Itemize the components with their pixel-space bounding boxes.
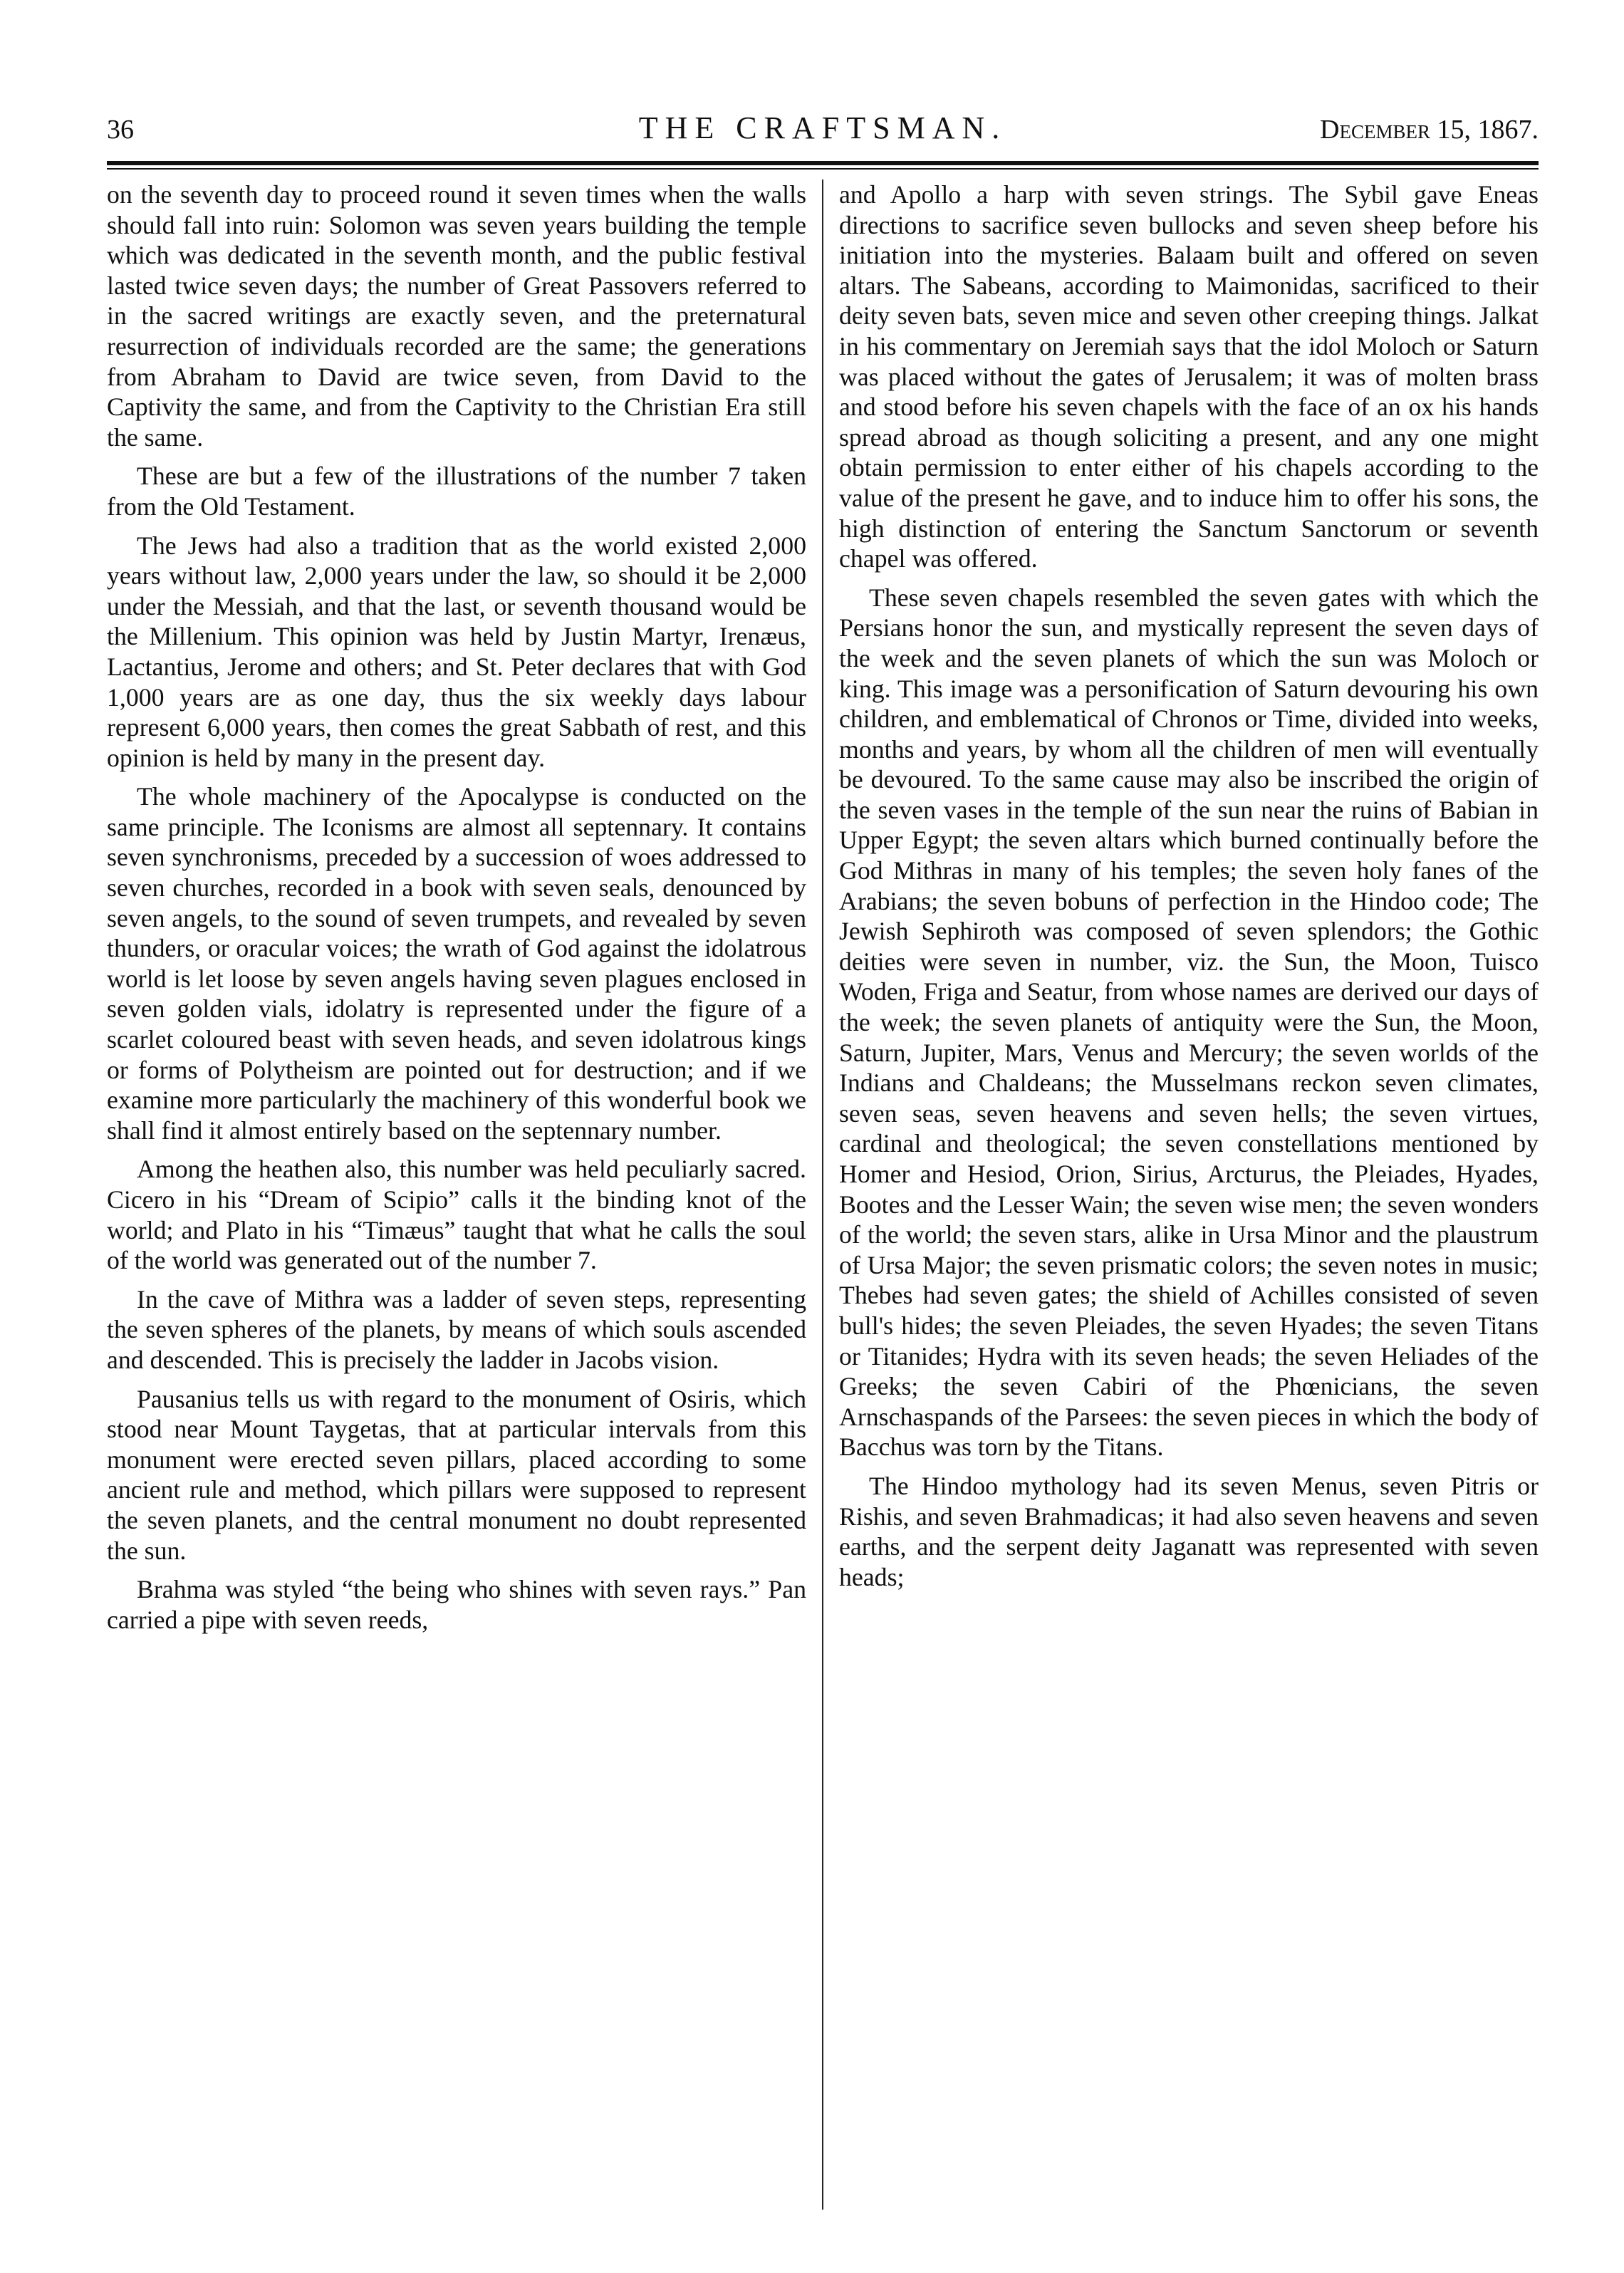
issue-date: December 15, 1867. [1320, 115, 1539, 145]
right-column [839, 180, 1539, 2210]
paragraph: The whole machinery of the Apocalypse is conducted on the same principle. The Iconisms are almost all septennary. It contains seven synchronisms, preceded by a succession of woes addressed to seven churches, recorded in a book with seven seals, denounced by seven angels, to the sound of seven trumpets, and revealed by seven thunders, or oracular voices; the wrath of God against the idolatrous world is let loose by seven angels having seven plagues enclosed in seven golden vials, idolatry is represented under the figure of a scarlet coloured beast with seven heads, and seven idolatrous kings or forms of Polytheism are pointed out for destruction; and if we examine more particularly the machinery of this wonderful book we shall find it almost entirely based on the septennary number. [107, 782, 806, 1145]
paragraph: These seven chapels resembled the seven gates with which the Persians honor the sun, and mystically represent the seven days of the week and the seven planets of which the sun was Moloch or king. This image was a personification of Saturn devouring his own children, and emblematical of Chronos or Time, divided into weeks, months and years, by whom all the children of men will eventually be devoured. To the same cause may also be inscribed the origin of the seven vases in the temple of the sun near the ruins of Babian in Upper Egypt; the seven altars which burned continually before the God Mithras in many of his temples; the seven holy fanes of the Arabians; the seven bobuns of perfection in the Hindoo code; The Jewish Sephiroth was composed of seven splendors; the Gothic deities were seven in number, viz. the Sun, the Moon, Tuisco Woden, Friga and Seatur, from whose names are derived our days of the week; the seven planets of antiquity were the Sun, the Moon, Saturn, Jupiter, Mars, Venus and Mercury; the seven worlds of the Indians and Chaldeans; the Musselmans reckon seven climates, seven seas, seven heavens and seven hells; the seven virtues, cardinal and theological; the seven constellations mentioned by Homer and Hesiod, Orion, Sirius, Arcturus, the Pleiades, Hyades, Bootes and the Lesser Wain; the seven wise men; the seven wonders of the world; the seven stars, alike in Ursa Minor and the plaustrum of Ursa Major; the seven prismatic colors; the seven notes in music; Thebes had seven gates; the shield of Achilles consisted of seven bull's hides; the seven Pleiades, the seven Hyades; the seven Titans or Titanides; Hydra with its seven heads; the seven Heliades of the Greeks; the seven Cabiri of the Phœnicians, the seven Arnschaspands of the Parsees: the seven pieces in which the body of Bacchus was torn by the Titans. [839, 583, 1539, 1462]
paragraph: These are but a few of the illustrations of the number 7 taken from the Old Testament. [107, 462, 806, 521]
paragraph: Pausanius tells us with regard to the monument of Osiris, which stood near Mount Taygetas, that at particular intervals from this monument were erected seven pillars, placed according to some ancient rule and method, which pillars were supposed to represent the seven planets, and the central monument no doubt represented the sun. [107, 1384, 806, 1565]
newspaper-page [107, 107, 1539, 2215]
column-divider [822, 180, 823, 2210]
left-column [107, 180, 806, 2210]
journal-title: THE CRAFTSMAN. [638, 110, 1007, 145]
header-rule [107, 161, 1539, 165]
header-rule-thin [107, 168, 1539, 170]
paragraph: The Hindoo mythology had its seven Menus, seven Pitris or Rishis, and seven Brahmadicas; it had also seven heavens and seven earths, and the serpent deity Jaganatt was represented with seven heads; [839, 1471, 1539, 1591]
page-number: 36 [107, 115, 134, 145]
page-header [107, 107, 1539, 152]
paragraph: In the cave of Mithra was a ladder of seven steps, representing the seven spheres of the planets, by means of which souls ascended and descended. This is precisely the ladder in Jacobs vision. [107, 1284, 806, 1374]
paragraph: on the seventh day to proceed round it seven times when the walls should fall into ruin: Solomon was seven years building the temple which was dedicated in the seventh month, and the public festival lasted twice seven days; the number of Great Passovers referred to in the sacred writings are exactly seven, and the preternatural resurrection of individuals recorded are the same; the generations from Abraham to David are twice seven, from David to the Captivity the same, and from the Captivity to the Christian Era still the same. [107, 180, 806, 452]
paragraph: Among the heathen also, this number was held peculiarly sacred. Cicero in his “Dream of Scipio” calls it the binding knot of the world; and Plato in his “Timæus” taught that what he calls the soul of the world was generated out of the number 7. [107, 1155, 806, 1275]
paragraph: and Apollo a harp with seven strings. The Sybil gave Eneas directions to sacrifice seven bullocks and seven sheep before his initiation into the mysteries. Balaam built and offered on seven altars. The Sabeans, according to Maimonidas, sacrificed to their deity seven bats, seven mice and seven other creeping things. Jalkat in his commentary on Jeremiah says that the idol Moloch or Saturn was placed without the gates of Jerusalem; it was of molten brass and stood before his seven chapels with the face of an ox his hands spread abroad as though soliciting a present, and any one might obtain permission to enter either of his chapels according to the value of the present he gave, and to induce him to offer his sons, the high distinction of entering the Sanctum Sanctorum or seventh chapel was offered. [839, 180, 1539, 573]
paragraph: Brahma was styled “the being who shines with seven rays.” Pan carried a pipe with seven reeds, [107, 1575, 806, 1634]
article-body [107, 180, 1539, 2210]
paragraph: The Jews had also a tradition that as the world existed 2,000 years without law, 2,000 years under the law, so should it be 2,000 under the Messiah, and that the last, or seventh thousand would be the Millenium. This opinion was held by Justin Martyr, Irenæus, Lactantius, Jerome and others; and St. Peter declares that with God 1,000 years are as one day, thus the six weekly days labour represent 6,000 years, then comes the great Sabbath of rest, and this opinion is held by many in the present day. [107, 531, 806, 772]
